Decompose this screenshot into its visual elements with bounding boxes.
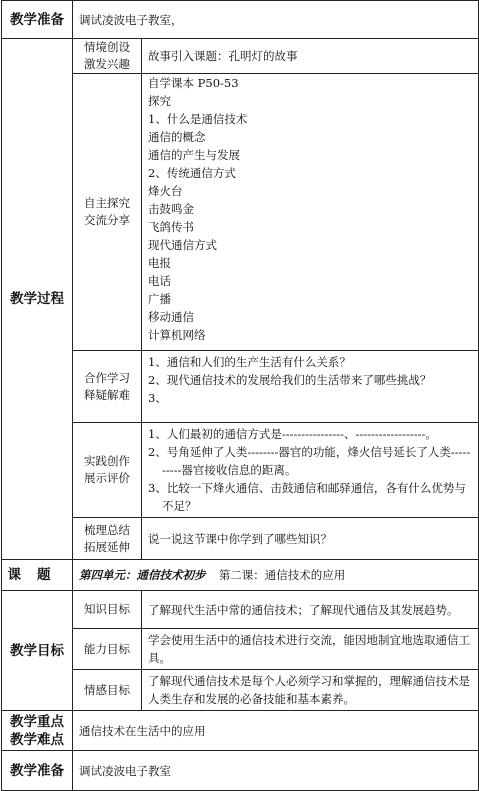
section-label-3 xyxy=(73,351,142,423)
key-content: 通信技术在生活中的应用 xyxy=(73,711,479,751)
unit-name: 第四单元：通信技术初步 xyxy=(79,568,206,582)
prep-bottom-content: 调试凌波电子教室 xyxy=(73,751,479,791)
section-label-5 xyxy=(73,518,142,560)
section-content-4 xyxy=(142,423,479,518)
question-item: 1、通信和人们的生产生活有什么关系？ xyxy=(148,355,351,369)
process-label: 教学过程 xyxy=(2,39,73,560)
section-label-1-text: 情境创设 激发兴趣 xyxy=(84,40,130,71)
section-label-5-text: 梳理总结 拓展延伸 xyxy=(84,522,130,554)
goal-text-knowledge: 了解现代生活中常的通信技术；了解现代通信及其发展趋势。 xyxy=(142,591,479,629)
section-label-3-text: 合作学习 释疑解难 xyxy=(84,370,130,402)
section-label-2 xyxy=(73,74,142,351)
goal-label-ability: 能力目标 xyxy=(73,629,142,670)
explore-line: 通信的产生与发展 xyxy=(148,148,240,162)
lesson-label xyxy=(2,560,73,591)
goal-text-ability: 学会使用生活中的通信技术进行交流，能因地制宜地选取通信工具。 xyxy=(142,629,479,670)
section-label-1 xyxy=(73,39,142,74)
section-label-2-text: 自主探究 交流分享 xyxy=(84,196,130,227)
explore-line: 自学课本 P50-53 xyxy=(148,76,239,90)
prep-top-label: 教学准备 xyxy=(2,1,73,39)
goal-text-emotion: 了解现代通信技术是每个人必须学习和掌握的，理解通信技术是人类生存和发展的必备技能和基本素养。 xyxy=(142,670,479,711)
section-content-5: 说一说这节课中你学到了哪些知识？ xyxy=(142,518,479,560)
explore-line: 通信的概念 xyxy=(148,130,206,144)
explore-line: 1、什么是通信技术 xyxy=(148,112,248,126)
question-item: 2、现代通信技术的发展给我们的生活带来了哪些挑战？ xyxy=(148,373,432,387)
goal-label-emotion: 情感目标 xyxy=(73,670,142,711)
section-content-3 xyxy=(142,351,479,423)
section-label-4 xyxy=(73,423,142,518)
question-item: 3、 xyxy=(148,391,167,405)
section-label-4-text: 实践创作 展示评价 xyxy=(84,454,130,485)
section-content-1: 故事引入课题：孔明灯的故事 xyxy=(142,39,479,74)
prep-bottom-label: 教学准备 xyxy=(2,751,73,791)
prep-top-content: 调试凌波电子教室， xyxy=(73,1,479,39)
lesson-title xyxy=(73,560,479,591)
lesson-plan-table xyxy=(1,0,479,791)
explore-line: 电话 xyxy=(148,274,171,288)
lesson-name: 第二课：通信技术的应用 xyxy=(218,568,346,582)
lesson-label-text: 课题 xyxy=(7,567,67,583)
goal-label-knowledge: 知识目标 xyxy=(73,591,142,629)
key-label-1: 教学重点 xyxy=(10,713,64,730)
practice-item: 3、比较一下烽火通信、击鼓通信和邮驿通信，各有什么优势与不足？ xyxy=(148,481,466,513)
practice-item: 2、号角延伸了人类--------器官的功能，烽火信号延长了人类----------器官接收信息的距离。 xyxy=(148,445,471,477)
explore-line: 广播 xyxy=(148,292,171,306)
explore-line: 2、传统通信方式 xyxy=(148,166,236,180)
key-label-2: 教学难点 xyxy=(10,731,64,748)
explore-line: 烽火台 xyxy=(148,184,183,198)
explore-line: 计算机网络 xyxy=(148,328,206,342)
explore-line: 移动通信 xyxy=(148,310,194,324)
section-content-2 xyxy=(142,74,479,351)
explore-line: 现代通信方式 xyxy=(148,238,217,252)
explore-line: 飞鸽传书 xyxy=(148,220,194,234)
explore-line: 探究 xyxy=(148,94,171,108)
explore-line: 击鼓鸣金 xyxy=(148,202,194,216)
goals-label: 教学目标 xyxy=(2,591,73,711)
key-label xyxy=(2,711,73,751)
practice-item: 1、人们最初的通信方式是----------------、------------------。 xyxy=(148,427,437,441)
explore-line: 电报 xyxy=(148,256,171,270)
